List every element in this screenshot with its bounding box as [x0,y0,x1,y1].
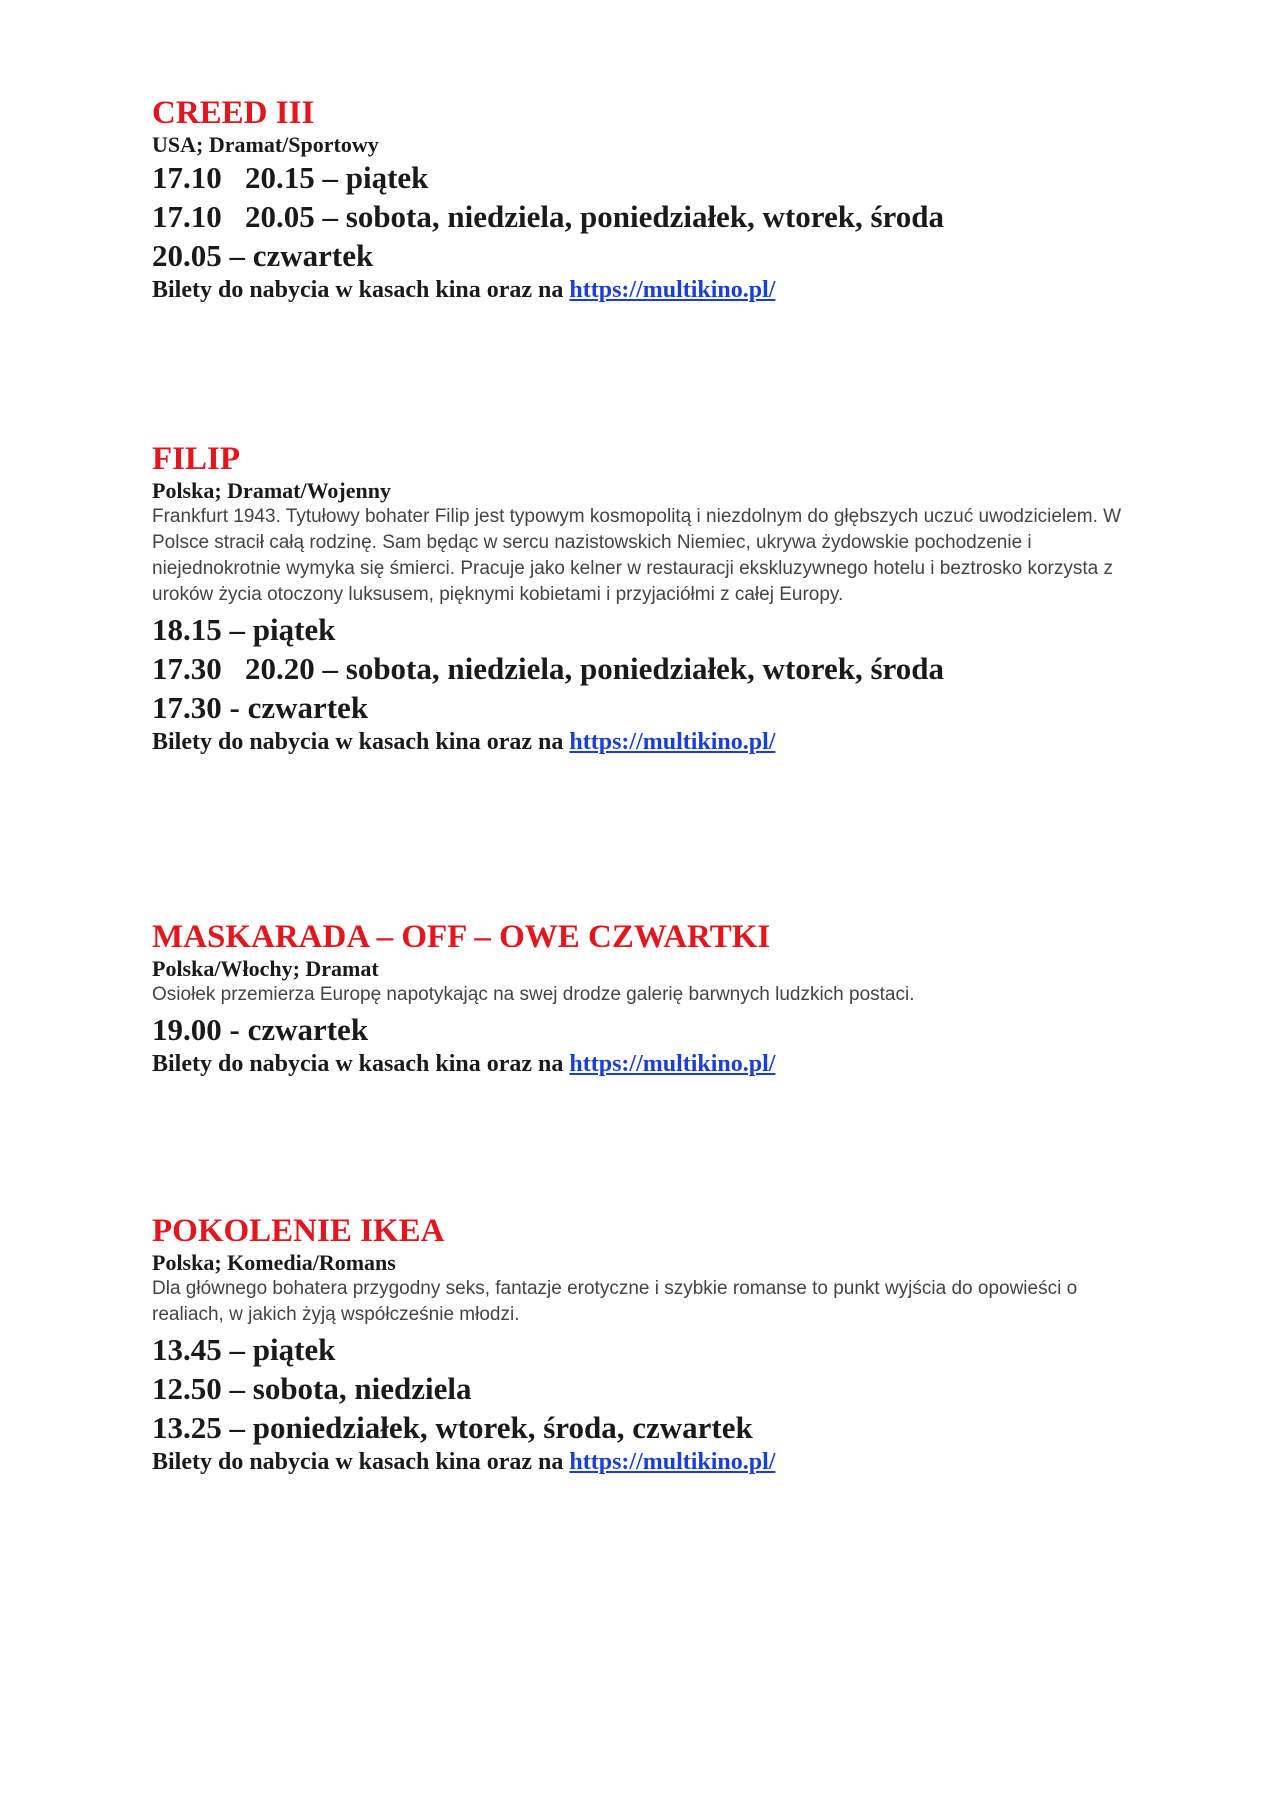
showtime-line: 17.30 - czwartek [152,690,369,725]
showtime-line: 12.50 – sobota, niedziela [152,1371,472,1406]
tickets-text: Bilety do nabycia w kasach kina oraz na [152,277,570,303]
film-genre: USA; Dramat/Sportowy [152,132,379,157]
film-entry-filip [152,440,1152,757]
tickets-text: Bilety do nabycia w kasach kina oraz na [152,1051,570,1077]
tickets-info [152,275,1152,305]
showtime-line: 17.10 20.15 – piątek [152,160,429,195]
film-entry-creed-iii [152,94,1152,305]
showtime-line: 18.15 – piątek [152,612,336,647]
film-title: CREED III [152,95,315,131]
film-title: POKOLENIE IKEA [152,1213,445,1249]
tickets-info [152,727,1152,757]
film-description: Osiołek przemierza Europę napotykając na swej drodze galerię barwnych ludzkich postaci. [152,984,915,1005]
film-genre: Polska; Dramat/Wojenny [152,478,391,503]
film-genre: Polska/Włochy; Dramat [152,956,379,981]
multikino-link[interactable]: https://multikino.pl/ [569,729,776,755]
showtime-line: 17.30 20.20 – sobota, niedziela, poniedziałek, wtorek, środa [152,651,944,686]
tickets-info [152,1447,1152,1477]
tickets-text: Bilety do nabycia w kasach kina oraz na [152,1449,570,1475]
showtime-line: 20.05 – czwartek [152,238,374,273]
film-description: Dla głównego bohatera przygodny seks, fantazje erotyczne i szybkie romanse to punkt wyjścia do opowieści o realiach, w jakich żyją współcześnie młodzi. [152,1278,1078,1325]
film-entry-pokolenie-ikea [152,1212,1152,1477]
showtime-line: 13.45 – piątek [152,1332,336,1367]
multikino-link[interactable]: https://multikino.pl/ [569,1449,776,1475]
film-title: FILIP [152,441,241,477]
showtime-line: 13.25 – poniedziałek, wtorek, środa, czwartek [152,1410,753,1445]
tickets-info [152,1049,1152,1079]
tickets-text: Bilety do nabycia w kasach kina oraz na [152,729,570,755]
showtime-line: 17.10 20.05 – sobota, niedziela, poniedziałek, wtorek, środa [152,199,944,234]
showtime-line: 19.00 - czwartek [152,1012,369,1047]
multikino-link[interactable]: https://multikino.pl/ [569,277,776,303]
film-genre: Polska; Komedia/Romans [152,1250,396,1275]
film-description: Frankfurt 1943. Tytułowy bohater Filip jest typowym kosmopolitą i niezdolnym do głębszych uczuć uwodzicielem. W Polsce stracił całą rodzinę. Sam będąc w sercu nazistowskich Niemiec, ukrywa żydowskie pochodzenie i niejednokrotnie wymyka się śmierci. Pracuje jako kelner w restauracji ekskluzywnego hotelu i beztrosko korzysta z uroków życia otoczony luksusem, pięknymi kobietami i przyjaciółmi z całej Europy. [152,506,1122,605]
multikino-link[interactable]: https://multikino.pl/ [569,1051,776,1077]
film-title: MASKARADA – OFF – OWE CZWARTKI [152,919,771,955]
film-entry-maskarada [152,918,1152,1079]
